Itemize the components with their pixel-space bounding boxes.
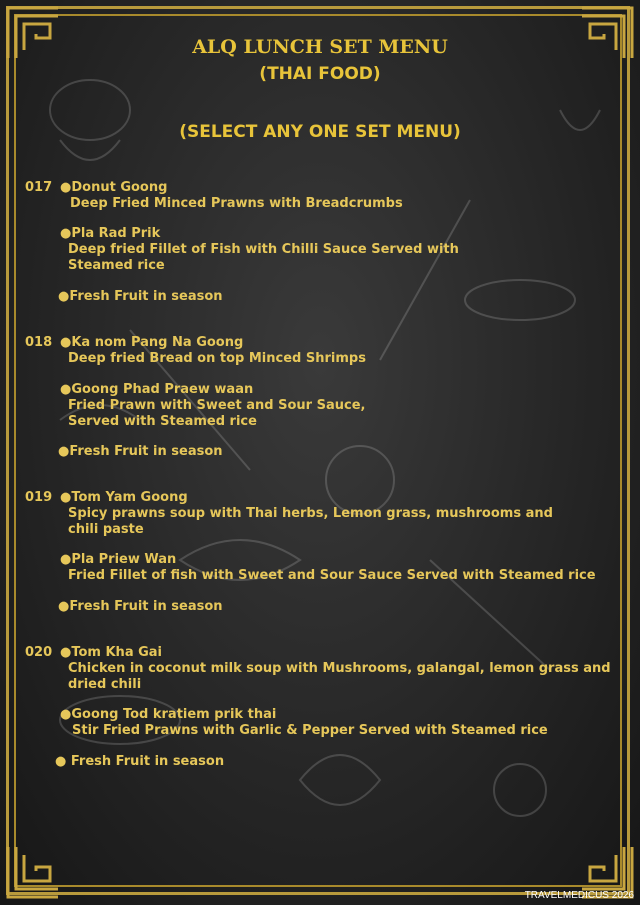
corner-ornament-icon	[4, 843, 62, 901]
menu-item-name: Fresh Fruit in season	[69, 599, 223, 614]
bullet-icon: ●	[55, 754, 67, 769]
watermark: TRAVELMEDICUS 2026	[524, 890, 634, 901]
menu-item-description: Fried Fillet of fish with Sweet and Sour Sauce Served with Steamed rice	[68, 568, 596, 583]
menu-item-description: Deep fried Fillet of Fish with Chilli Sauce Served with	[68, 242, 459, 257]
set-number: 019	[25, 490, 53, 505]
menu-item-description: Stir Fried Prawns with Garlic & Pepper Served with Steamed rice	[72, 723, 548, 738]
bullet-icon: ●	[58, 599, 70, 614]
menu-item-description: dried chili	[68, 677, 142, 692]
menu-item	[60, 226, 160, 241]
menu-item	[60, 180, 167, 195]
menu-item-name: Goong Phad Praew waan	[71, 382, 254, 397]
menu-instruction: (SELECT ANY ONE SET MENU)	[179, 122, 461, 142]
menu-item-description: Deep fried Bread on top Minced Shrimps	[68, 351, 366, 366]
menu-subtitle: (THAI FOOD)	[259, 64, 381, 84]
bullet-icon: ●	[60, 645, 72, 660]
menu-item-description: Deep Fried Minced Prawns with Breadcrumbs	[70, 196, 403, 211]
menu-item	[60, 335, 243, 350]
bullet-icon: ●	[60, 180, 72, 195]
menu-item-name: Fresh Fruit in season	[70, 754, 225, 769]
menu-item-name: Fresh Fruit in season	[69, 289, 223, 304]
menu-item-name: Tom Yam Goong	[71, 490, 188, 505]
menu-item	[58, 289, 223, 304]
menu-item-description: Spicy prawns soup with Thai herbs, Lemon grass, mushrooms and	[68, 506, 553, 521]
set-number: 017	[25, 180, 53, 195]
menu-item	[58, 444, 223, 459]
bullet-icon: ●	[60, 490, 72, 505]
menu-item	[60, 645, 162, 660]
menu-item	[60, 552, 176, 567]
menu-title: ALQ LUNCH SET MENU	[192, 36, 448, 58]
bullet-icon: ●	[58, 444, 70, 459]
menu-item-name: Pla Priew Wan	[71, 552, 177, 567]
set-number: 018	[25, 335, 53, 350]
menu-item	[58, 599, 223, 614]
bullet-icon: ●	[60, 335, 72, 350]
menu-item-description: Chicken in coconut milk soup with Mushrooms, galangal, lemon grass and	[68, 661, 611, 676]
menu-item	[60, 707, 276, 722]
menu-item-description: Served with Steamed rice	[68, 414, 257, 429]
bullet-icon: ●	[58, 289, 70, 304]
menu-item-name: Fresh Fruit in season	[69, 444, 223, 459]
menu-item-name: Donut Goong	[71, 180, 168, 195]
menu-item-description: chili paste	[68, 522, 144, 537]
menu-item-name: Goong Tod kratiem prik thai	[71, 707, 277, 722]
set-number: 020	[25, 645, 53, 660]
menu-item	[60, 382, 253, 397]
bullet-icon: ●	[60, 226, 72, 241]
bullet-icon: ●	[60, 552, 72, 567]
menu-item-name: Tom Kha Gai	[71, 645, 163, 660]
menu-item-description: Fried Prawn with Sweet and Sour Sauce,	[68, 398, 366, 413]
menu-item	[55, 754, 224, 769]
bullet-icon: ●	[60, 707, 72, 722]
menu-item-description: Steamed rice	[68, 258, 165, 273]
menu-item-name: Pla Rad Prik	[71, 226, 161, 241]
bullet-icon: ●	[60, 382, 72, 397]
menu-item-name: Ka nom Pang Na Goong	[71, 335, 244, 350]
menu-item	[60, 490, 188, 505]
